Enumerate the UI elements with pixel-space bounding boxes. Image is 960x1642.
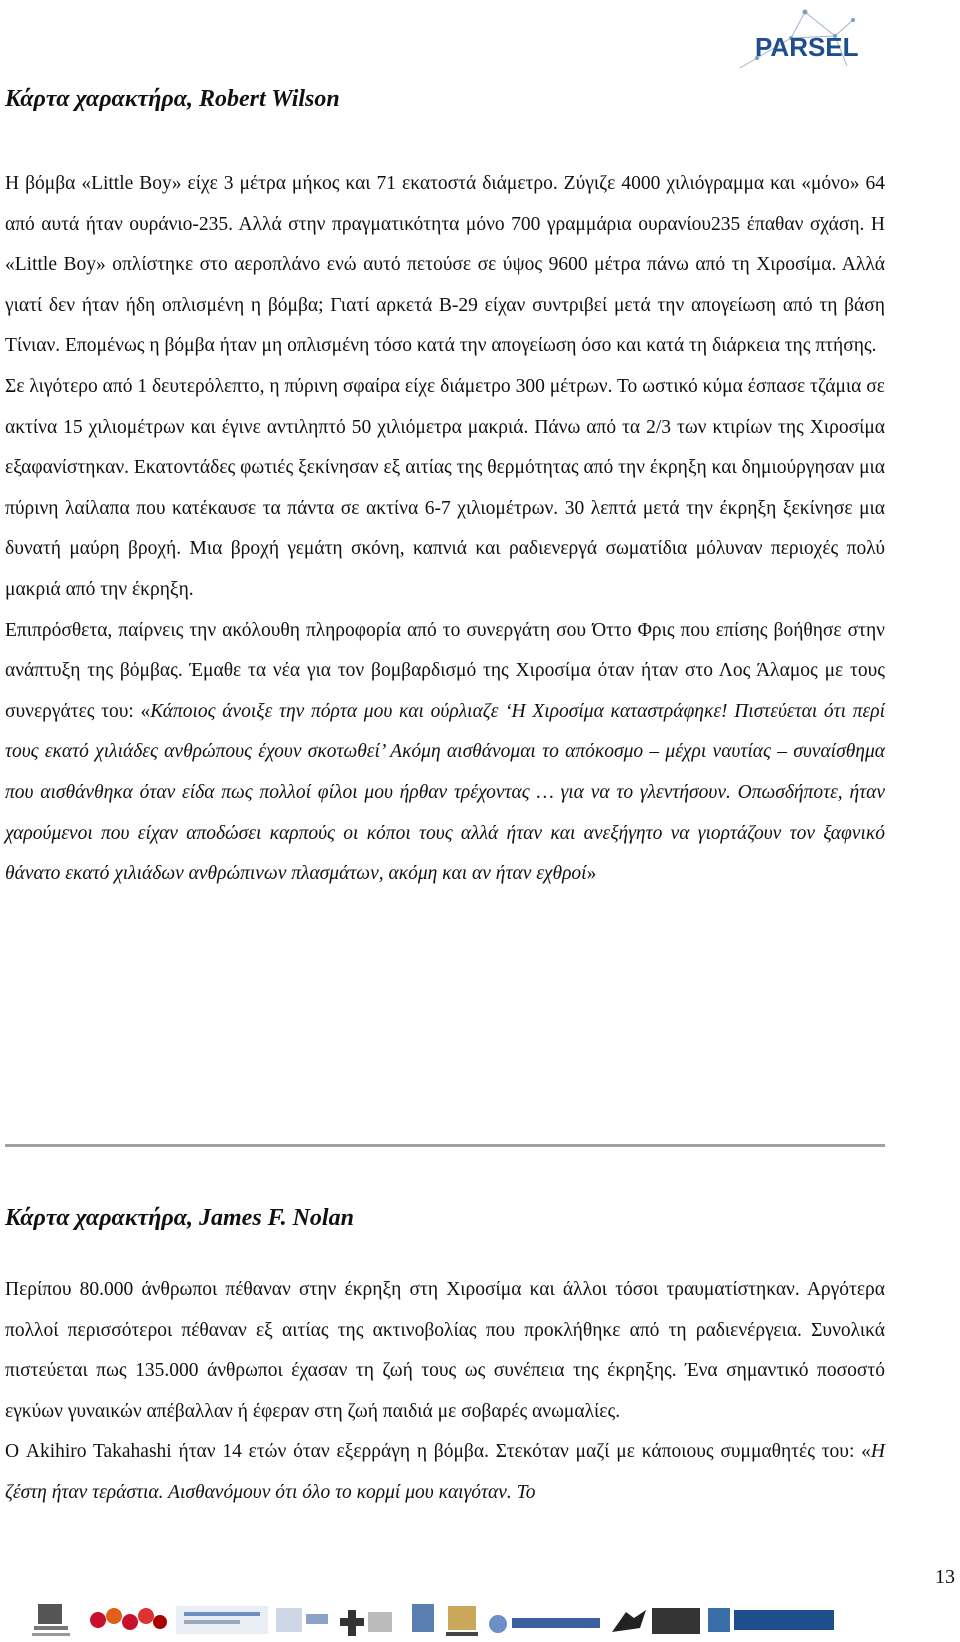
- paragraph: Περίπου 80.000 άνθρωποι πέθαναν στην έκρηξη στη Χιροσίμα και άλλοι τόσοι τραυματίστηκαν. Αργότερα πολλοί περισσότεροι πέθαναν εξ αιτίας της ακτινοβολίας που προκλήθηκε από τη ραδιενέργεια. Συνολικά πιστεύεται πως 135.000 άνθρωποι έχασαν τη ζωή τους ως συνέπεια της έκρηξης. Ένα σημαντικό ποσοστό εγκύων γυναικών απέβαλλαν ή έφεραν στη ζωή παιδιά με σοβαρές ανωμαλίες.: [5, 1279, 885, 1422]
- partner-logos: [0, 1598, 960, 1642]
- partner-logo-small: [276, 1608, 328, 1632]
- quote-intro: Επιπρόσθετα, παίρνεις την ακόλουθη πληροφορία από το συνεργάτη σου Όττο Φρις που επίσης βοήθησε στην ανάπτυξη της βόμβας. Έμαθε τα νέα για τον βομβαρδισμό της Χιροσίμα όταν ήταν στο Λος Άλαμος με τους συνεργάτες του: «: [5, 619, 885, 722]
- university-lisbon-logo: [32, 1604, 70, 1636]
- paragraph: [5, 611, 885, 895]
- logo-text: PARSEL: [755, 32, 859, 62]
- takahashi-quote: Η ζέστη ήταν τεράστια. Αισθανόμουν ότι όλο το κορμί μου καιγόταν. Το: [5, 1441, 885, 1503]
- robert-wilson-text: [5, 164, 885, 895]
- paragraph: [5, 1432, 885, 1513]
- cross-logo: [340, 1610, 392, 1636]
- parsel-logo: [735, 8, 865, 70]
- university-tartu-logo: [489, 1615, 600, 1633]
- james-nolan-text: [5, 1270, 885, 1514]
- quote-close: »: [586, 863, 597, 885]
- paragraph: Σε λιγότερο από 1 δευτερόλεπτο, η πύρινη σφαίρα είχε διάμετρο 300 μέτρων. Το ωστικό κύμα έσπασε τζάμια σε ακτίνα 15 χιλιομέτρων και έγινε αντιληπτό 50 χιλιόμετρα μακριά. Πάνω από τα 2/3 των κτιρίων της Χιροσίμα εξαφανίστηκαν. Εκατοντάδες φωτιές ξεκίνησαν εξ αιτίας της θερμότητας από την έκρηξη και δημιούργησαν μια πύρινη λαίλαπα που κατέκαυσε τα πάντα σε ακτίνα 6-7 χιλιομέτρων. 30 λεπτά μετά την έκρηξη ξεκίνησε μια δυνατή μαύρη βροχή. Μια βροχή γεμάτη σκόνη, καπνιά και ραδιενεργά σωματίδια μόλυναν περιοχές πολύ μακριά από την έκρηξη.: [5, 375, 885, 600]
- partner-logos-strip: [0, 1598, 960, 1642]
- parsel-logo-graphic: [735, 8, 865, 70]
- page-number: 13: [935, 1566, 955, 1588]
- otto-frisch-quote: Κάποιος άνοιξε την πόρτα μου και ούρλιαζε ‘Η Χιροσίμα καταστράφηκε! Πιστεύεται ότι περί τους εκατό χιλιάδες ανθρώπους έχουν σκοτωθεί’ Ακόμη αισθάνομαι το απόκοσμο – μέχρι ναυτίας – συναίσθημα που αισθάνθηκα όταν είδα πως πολλοί φίλοι μου ήρθαν τρέχοντας … για να το γλεντήσουν. Οπωσδήποτε, ήταν χαρούμενοι που είχαν αποδώσει καρπούς οι κόποι τους αλλά ήταν και ανεξήγητο να γιορτάζουν τον ξαφνικό θάνατο εκατό χιλιάδων ανθρώπινων πλασμάτων, ακόμη και αν ήταν εχθροί: [5, 700, 885, 885]
- section-title-james-nolan: Κάρτα χαρακτήρα, James F. Nolan: [5, 1205, 354, 1231]
- section-divider: [5, 1144, 885, 1147]
- quote-intro: Ο Akihiro Takahashi ήταν 14 ετών όταν εξερράγη η βόμβα. Στεκόταν μαζί με κάποιους συμμαθητές του: «: [5, 1441, 871, 1463]
- section-title-robert-wilson: Κάρτα χαρακτήρα, Robert Wilson: [5, 86, 340, 112]
- hebrew-university-logo: [708, 1608, 834, 1632]
- paragraph: Η βόμβα «Little Boy» είχε 3 μέτρα μήκος και 71 εκατοστά διάμετρο. Ζύγιζε 4000 χιλιόγραμμα και «μόνο» 64 από αυτά ήταν ουράνιο-235. Αλλά στην πραγματικότητα μόνο 700 γραμμάρια ουρανίου235 έπαθαν σχάση. Η «Little Boy» οπλίστηκε στο αεροπλάνο ενώ αυτό πετούσε σε ύψος 9600 μέτρα πάνω από τη Χιροσίμα. Αλλά γιατί δεν ήταν ήδη οπλισμένη η βόμβα; Γιατί αρκετά B-29 είχαν συντριβεί μετά την απογείωση από τη βάση Τίνιαν. Επομένως η βόμβα ήταν μη οπλισμένη τόσο κατά την απογείωση όσο και κατά τη διάρκεια της πτήσης.: [5, 173, 885, 357]
- colored-circles-logo: [90, 1608, 167, 1630]
- freie-universitat-logo: [176, 1606, 268, 1634]
- shield-logo: [412, 1604, 478, 1636]
- bird-logo: [612, 1608, 700, 1634]
